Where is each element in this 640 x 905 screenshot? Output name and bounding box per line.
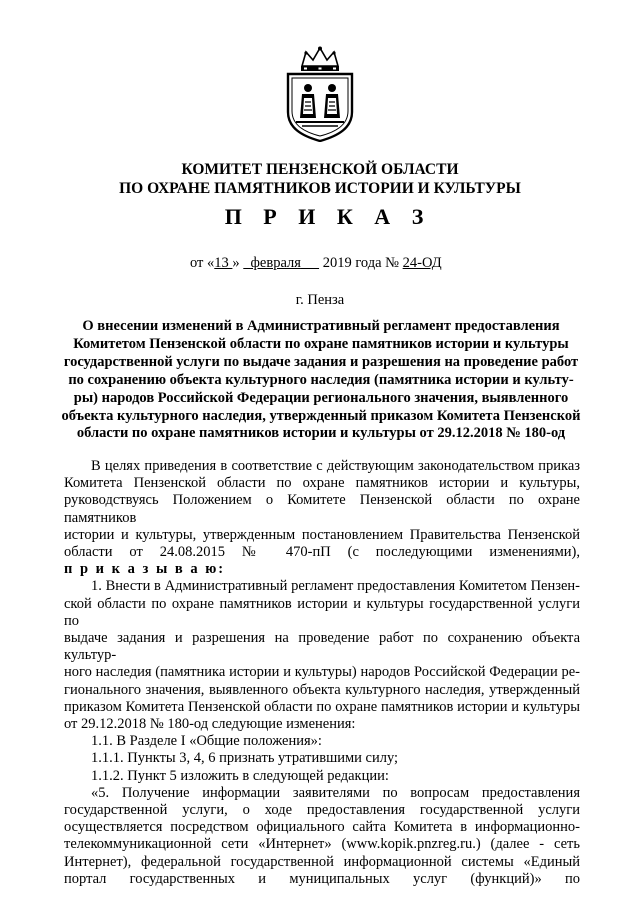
- city: г. Пенза: [295, 292, 345, 308]
- heading-line: объекта культурного наследия, утвержденный приказом Комитета Пензенской: [61, 407, 581, 424]
- heading-line: Комитетом Пензенской области по охране памятников истории и культуры: [73, 335, 569, 352]
- body-line: ного наследия (памятника истории и культуры) народов Российской Федерации ре-: [64, 664, 580, 681]
- body-line: «5. Получение информации заявителями по вопросам предоставления: [91, 784, 580, 801]
- coat-of-arms-emblem: [282, 46, 358, 142]
- body-line: В целях приведения в соответствие с действующим законодательством приказ: [91, 458, 580, 474]
- body-line: приказом Комитета Пензенской области по охране памятников истории и культуры: [64, 698, 580, 715]
- document-body: [64, 458, 580, 888]
- heading-line: О внесении изменений в Административный регламент предоставления: [82, 318, 560, 334]
- item-1-1-1: 1.1.1. Пункты 3, 4, 6 признать утратившими силу;: [91, 750, 399, 767]
- body-line: гионального значения, выявленного объекта культурного наследия, утвержденный: [64, 681, 580, 698]
- item-1-1: 1.1. В Разделе I «Общие положения»:: [91, 733, 322, 750]
- body-line: осуществляется посредством официального сайта Комитета в информационно-: [64, 819, 580, 836]
- order-number: 24-ОД: [402, 255, 442, 271]
- heading-line: области по охране памятников истории и культуры от 29.12.2018 № 180-од: [76, 425, 566, 442]
- body-line: государственной услуги, о ходе предоставления государственной услуги: [64, 802, 580, 819]
- date-month: февраля: [250, 255, 301, 271]
- body-line: Комитета Пензенской области по охране памятников истории и культуры,: [64, 475, 580, 492]
- org-name-line2: ПО ОХРАНЕ ПАМЯТНИКОВ ИСТОРИИ И КУЛЬТУРЫ: [119, 180, 521, 197]
- body-line: выдаче задания и разрешения на проведение работ по сохранению объекта культур-: [64, 630, 580, 664]
- heading-line: ры) народов Российской Федерации регионального значения, выявленного: [73, 389, 569, 406]
- org-name-line1: КОМИТЕТ ПЕНЗЕНСКОЙ ОБЛАСТИ: [181, 161, 459, 178]
- item-1-1-2: 1.1.2. Пункт 5 изложить в следующей редакции:: [91, 767, 389, 784]
- date-year: 2019 года №: [319, 255, 403, 271]
- document-heading: [60, 318, 582, 443]
- order-word: п р и к а з ы в а ю:: [64, 561, 226, 578]
- body-line: 1. Внести в Административный регламент предоставления Комитетом Пензен-: [91, 578, 580, 595]
- date-day: 13: [214, 255, 233, 271]
- body-line: телекоммуникационной сети «Интернет» (www.kopik.pnzreg.ru.) (далее - сеть: [64, 836, 580, 853]
- date-prefix: от «: [190, 255, 215, 271]
- body-line: от 29.12.2018 № 180-од следующие изменения:: [64, 716, 356, 733]
- document-title: П Р И К А З: [224, 204, 432, 229]
- body-line: области от 24.08.2015 № 470-пП (с последующими изменениями),: [64, 544, 580, 561]
- heading-line: государственной услуги по выдаче задания и разрешения на проведение работ: [63, 353, 579, 370]
- body-line: руководствуясь Положением о Комитете Пензенской области по охране памятников: [64, 492, 580, 526]
- body-line: Интернет), федеральной государственной информационной системы «Единый: [64, 853, 580, 870]
- body-line: истории и культуры, утвержденным постановлением Правительства Пензенской: [64, 526, 580, 543]
- heading-line: по сохранению объекта культурного наследия (памятника истории и культу-: [68, 371, 574, 388]
- body-line: портал государственных и муниципальных услуг (функций)» по: [64, 870, 580, 887]
- body-line: ской области по охране памятников истории и культуры государственной услуги по: [64, 595, 580, 629]
- date-mid: »: [232, 255, 244, 271]
- date-line: [190, 255, 442, 272]
